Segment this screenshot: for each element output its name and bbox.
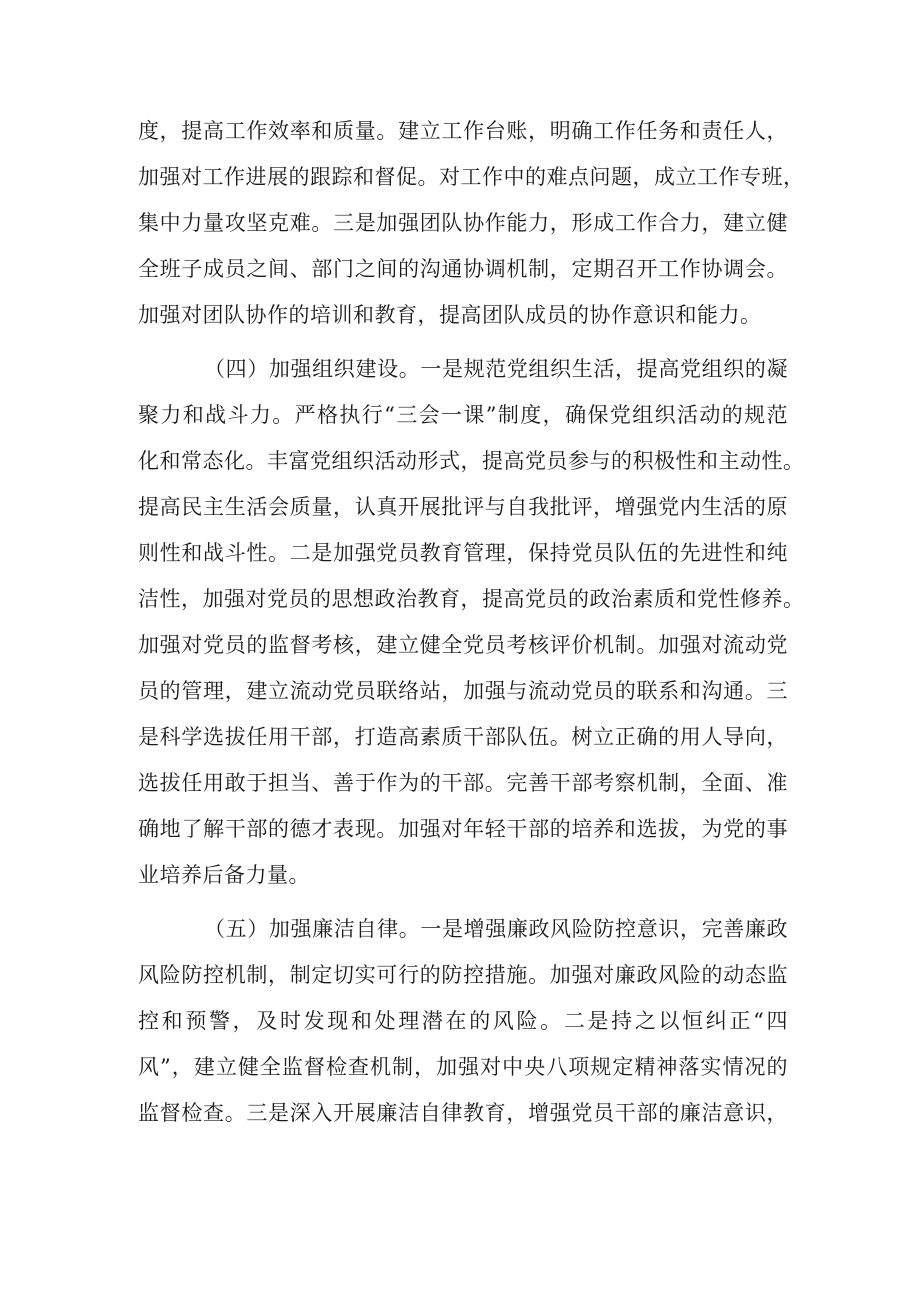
text-line: 聚力和战斗力。严格执行“三会一课”制度，确保党组织活动的规范 bbox=[138, 403, 788, 427]
text-line: 度，提高工作效率和质量。建立工作台账，明确工作任务和责任人， bbox=[138, 119, 788, 143]
text-line: 控和预警，及时发现和处理潜在的风险。二是持之以恒纠正“四 bbox=[138, 1009, 788, 1033]
text-line: 加强对党员的监督考核，建立健全党员考核评价机制。加强对流动党 bbox=[138, 633, 788, 657]
text-line: 风”，建立健全监督检查机制，加强对中央八项规定精神落实情况的 bbox=[138, 1055, 788, 1079]
text-line: （四）加强组织建设。一是规范党组织生活，提高党组织的凝 bbox=[204, 357, 788, 381]
text-line: 风险防控机制，制定切实可行的防控措施。加强对廉政风险的动态监 bbox=[138, 963, 788, 987]
text-line: 洁性，加强对党员的思想政治教育，提高党员的政治素质和党性修养。 bbox=[138, 587, 805, 611]
paragraph-organization-building bbox=[138, 346, 805, 898]
text-line: 确地了解干部的德才表现。加强对年轻干部的培养和选拔，为党的事 bbox=[138, 817, 788, 841]
paragraph-integrity-discipline bbox=[138, 906, 788, 1136]
text-line: 提高民主生活会质量，认真开展批评与自我批评，增强党内生活的原 bbox=[138, 495, 788, 519]
text-line: 业培养后备力量。 bbox=[138, 863, 310, 887]
text-line: 全班子成员之间、部门之间的沟通协调机制，定期召开工作协调会。 bbox=[138, 257, 788, 281]
text-line: （五）加强廉洁自律。一是增强廉政风险防控意识，完善廉政 bbox=[204, 917, 788, 941]
text-line: 监督检查。三是深入开展廉洁自律教育，增强党员干部的廉洁意识， bbox=[138, 1101, 788, 1125]
text-line: 化和常态化。丰富党组织活动形式，提高党员参与的积极性和主动性。 bbox=[138, 449, 805, 473]
text-line: 集中力量攻坚克难。三是加强团队协作能力，形成工作合力，建立健 bbox=[138, 211, 788, 235]
text-line: 选拔任用敢于担当、善于作为的干部。完善干部考察机制，全面、准 bbox=[138, 771, 788, 795]
document-body bbox=[138, 108, 805, 1136]
text-line: 员的管理，建立流动党员联络站，加强与流动党员的联系和沟通。三 bbox=[138, 679, 788, 703]
text-line: 加强对工作进展的跟踪和督促。对工作中的难点问题，成立工作专班， bbox=[138, 165, 805, 189]
text-line: 是科学选拔任用干部，打造高素质干部队伍。树立正确的用人导向， bbox=[138, 725, 788, 749]
paragraph-gap bbox=[138, 898, 788, 906]
paragraph-continuation bbox=[138, 108, 805, 338]
text-line: 则性和战斗性。二是加强党员教育管理，保持党员队伍的先进性和纯 bbox=[138, 541, 788, 565]
text-line: 加强对团队协作的培训和教育，提高团队成员的协作意识和能力。 bbox=[138, 303, 762, 327]
paragraph-gap bbox=[138, 338, 788, 346]
